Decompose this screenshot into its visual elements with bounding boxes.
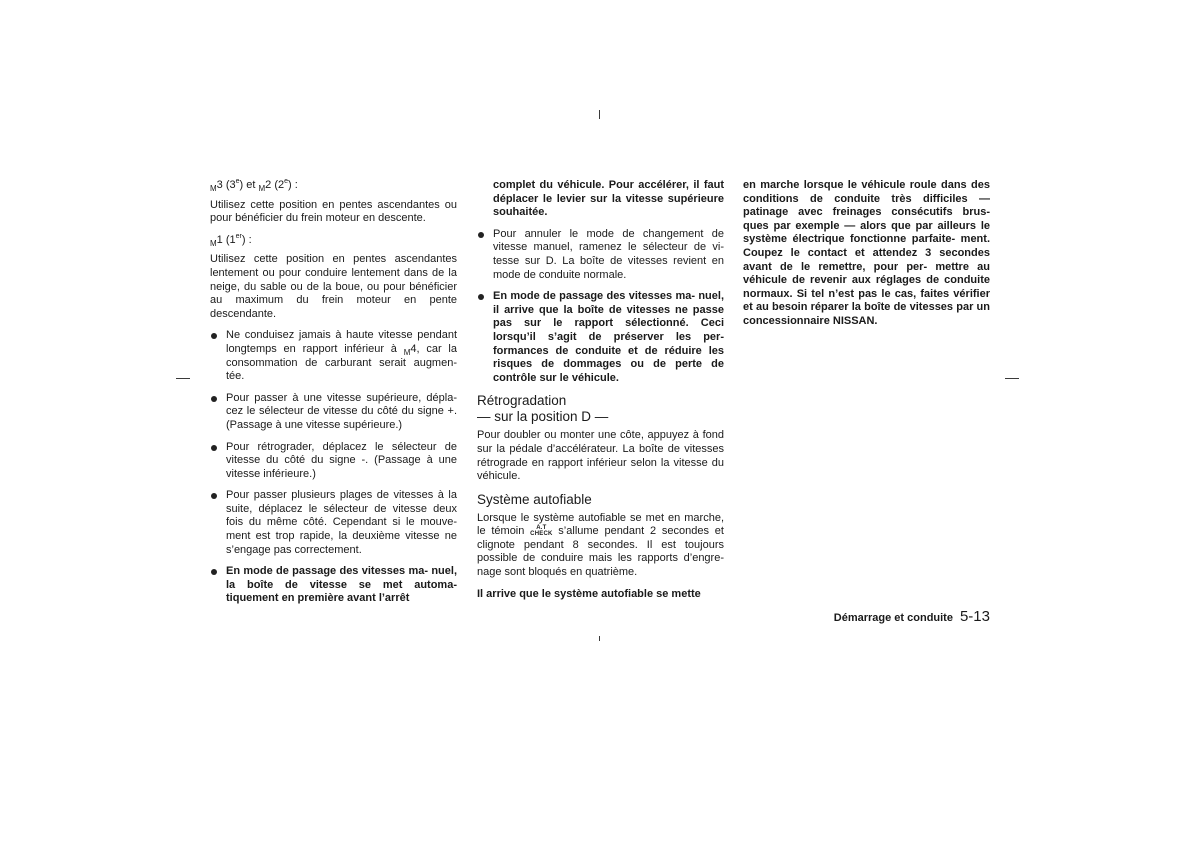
- section-heading-retrogradation: Rétrogradation — sur la position D —: [477, 393, 609, 425]
- list-item: Pour passer plusieurs plages de vitesses à la suite, déplacez le sélecteur de vitesse deux fois du même côté. Cependant si le mouve- ment est trop rapide, la deuxième vitesse ne s’engage pas correctement.: [210, 489, 457, 557]
- bullet-icon: [211, 333, 217, 339]
- bullet-icon: [211, 445, 217, 451]
- heading-m3-m2: $_M$3 (3e) et $_M$2 (2e) :: [210, 178, 298, 193]
- crop-mark-right: [1005, 378, 1019, 379]
- list-item: Pour annuler le mode de changement de vitesse manuel, ramenez le sélecteur de vi- tesse sur D. La boîte de vitesses revient en mode de conduite normale.: [477, 228, 724, 282]
- paragraph-systeme-autofiable: Lorsque le système autofiable se met en marche, le témoin A.T CHECK s’allume pendant 2 secondes et clignote pendant 8 secondes. Il est toujours possible de conduire mais les rapports d’engre- nage sont bloqués en quatrième.: [477, 511, 724, 579]
- list-item: En mode de passage des vitesses ma- nuel, il arrive que la boîte de vitesses ne passe pas sur le rapport sélectionné. Ceci lorsqu’il s’agit de préserver les per- formances de conduite et de réduire les risques de dommages ou de perte de contrôle sur le véhicule.: [477, 290, 724, 385]
- list-item: Ne conduisez jamais à haute vitesse pendant longtemps en rapport inférieur à $_M$4, car la consommation de carburant serait augmen- tée.: [210, 329, 457, 383]
- section-title: Démarrage et conduite: [833, 612, 953, 624]
- bullet-icon: [211, 493, 217, 499]
- list-item: En mode de passage des vitesses ma- nuel, la boîte de vitesse se met automa- tiquement en première avant l’arrêt: [210, 565, 457, 606]
- paragraph-continued: complet du véhicule. Pour accélérer, il faut déplacer le levier sur la vitesse supérieure souhaitée.: [493, 179, 724, 219]
- bullet-icon: [478, 294, 484, 300]
- crop-mark-top: [599, 110, 600, 119]
- bullet-list-2: [477, 228, 724, 386]
- bullet-icon: [211, 569, 217, 575]
- paragraph-m1: Utilisez cette position en pentes ascendantes lentement ou pour conduire lentement dans de la neige, du sable ou de la boue, ou pour bénéficier au maximum du frein moteur en pente descendante.: [210, 253, 457, 320]
- crop-mark-bottom: [599, 636, 600, 641]
- page-number: 5-13: [959, 608, 990, 625]
- page-footer: [834, 608, 990, 625]
- column-3: [743, 179, 990, 337]
- bullet-icon: [211, 396, 217, 402]
- paragraph-m3-m2: Utilisez cette position en pentes ascendantes ou pour bénéficier du frein moteur en descente.: [210, 198, 457, 225]
- section-heading-systeme-autofiable: Système autofiable: [477, 491, 592, 507]
- column-1: [210, 179, 457, 614]
- list-item: Pour passer à une vitesse supérieure, dépla- cez le sélecteur de vitesse du côté du signe +. (Passage à une vitesse supérieure.): [210, 392, 457, 433]
- bullet-list-1: [210, 329, 457, 606]
- column-2: [477, 179, 724, 609]
- at-check-warning-icon: A.T CHECK: [530, 525, 553, 538]
- heading-m1: $_M$1 (1er) :: [210, 232, 252, 248]
- bullet-icon: [478, 232, 484, 238]
- paragraph-autofiable-bold: Il arrive que le système autofiable se mette: [477, 587, 701, 600]
- crop-mark-left: [176, 378, 190, 379]
- paragraph-retrogradation: Pour doubler ou monter une côte, appuyez à fond sur la pédale d’accélérateur. La boîte de vitesses rétrograde en rapport inférieur selon la vitesse du véhicule.: [477, 429, 724, 483]
- list-item: Pour rétrograder, déplacez le sélecteur de vitesse du côté du signe -. (Passage à une vitesse inférieure.): [210, 441, 457, 482]
- paragraph-autofiable-continued: en marche lorsque le véhicule roule dans des conditions de conduite très difficiles — patinage avec freinages consécutifs brus- ques par exemple — alors que par ailleurs le système électrique fonctionne parfaite- ment. Coupez le contact et attendez 3 secondes avant de le remettre, pour per- mettre au véhicule de revenir aux réglages de conduite normaux. Si tel n’est pas le cas, faites vérifier et au besoin réparer la boîte de vitesses par un concessionnaire NISSAN.: [743, 179, 990, 327]
